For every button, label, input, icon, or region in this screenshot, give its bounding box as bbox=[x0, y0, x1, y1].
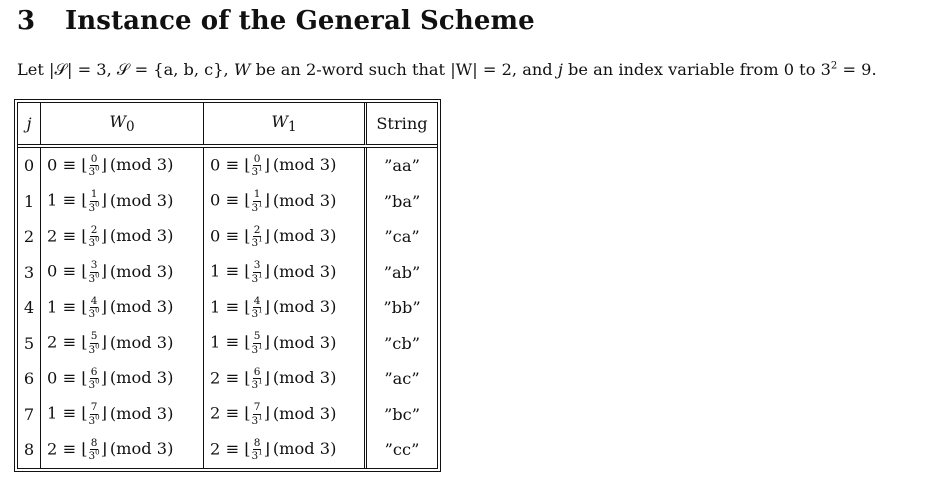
fraction-numerator: 4 bbox=[253, 294, 261, 307]
right-floor: ⌋ bbox=[100, 439, 107, 459]
cell-string bbox=[367, 326, 437, 362]
mod-text: (mod 3) bbox=[272, 155, 337, 175]
header-w1-sub: 1 bbox=[288, 119, 297, 136]
intro-size-expr: |𝒮| = 3, bbox=[49, 60, 112, 79]
w0-value: 1 bbox=[47, 190, 58, 210]
fraction-denominator bbox=[251, 450, 262, 462]
j-value: 2 bbox=[23, 227, 35, 247]
cell-string bbox=[367, 184, 437, 220]
j-value: 0 bbox=[23, 156, 35, 176]
right-floor: ⌋ bbox=[100, 403, 107, 423]
equiv-symbol: ≡ bbox=[62, 439, 77, 459]
fraction-numerator: 1 bbox=[90, 188, 98, 201]
fraction-numerator: 8 bbox=[90, 436, 98, 449]
fraction-denominator bbox=[88, 166, 99, 178]
fraction-denominator bbox=[88, 308, 99, 320]
right-floor: ⌋ bbox=[100, 368, 107, 388]
denominator-exp: 0 bbox=[95, 306, 100, 315]
header-w0-sub: 0 bbox=[126, 119, 135, 136]
w1-value: 2 bbox=[210, 439, 221, 459]
string-value: ”ca” bbox=[384, 227, 420, 247]
table-row bbox=[18, 219, 437, 255]
cell-w1 bbox=[204, 397, 367, 433]
cell-j bbox=[18, 397, 41, 433]
w0-fraction bbox=[88, 331, 99, 355]
w0-value: 0 bbox=[47, 155, 58, 175]
fraction-numerator: 2 bbox=[90, 223, 98, 236]
right-floor: ⌋ bbox=[100, 332, 107, 352]
cell-w0 bbox=[41, 255, 204, 291]
equiv-symbol: ≡ bbox=[225, 439, 240, 459]
denominator-exp: 1 bbox=[258, 235, 263, 244]
equiv-symbol: ≡ bbox=[62, 297, 77, 317]
equiv-symbol: ≡ bbox=[62, 226, 77, 246]
right-floor: ⌋ bbox=[263, 155, 270, 175]
cell-string bbox=[367, 361, 437, 397]
mod-text: (mod 3) bbox=[109, 439, 174, 459]
section-number: 3 bbox=[17, 6, 36, 36]
denominator-exp: 1 bbox=[258, 342, 263, 351]
intro-j-var: j bbox=[557, 60, 563, 79]
left-floor: ⌊ bbox=[244, 403, 251, 423]
mod-text: (mod 3) bbox=[272, 226, 337, 246]
w1-fraction bbox=[251, 296, 262, 320]
cell-w0 bbox=[41, 290, 204, 326]
right-floor: ⌋ bbox=[263, 190, 270, 210]
fraction-denominator bbox=[251, 273, 262, 285]
cell-string bbox=[367, 148, 437, 184]
cell-string bbox=[367, 290, 437, 326]
left-floor: ⌊ bbox=[244, 439, 251, 459]
cell-j bbox=[18, 148, 41, 184]
left-floor: ⌊ bbox=[244, 368, 251, 388]
cell-w1 bbox=[204, 290, 367, 326]
fraction-numerator: 5 bbox=[90, 330, 98, 343]
mod-text: (mod 3) bbox=[272, 190, 337, 210]
string-value: ”aa” bbox=[384, 156, 420, 176]
fraction-numerator: 3 bbox=[90, 259, 98, 272]
cell-w1 bbox=[204, 148, 367, 184]
w1-fraction bbox=[251, 260, 262, 284]
scheme-table bbox=[17, 102, 438, 469]
right-floor: ⌋ bbox=[263, 439, 270, 459]
w1-value: 1 bbox=[210, 297, 221, 317]
w1-value: 0 bbox=[210, 190, 221, 210]
cell-string bbox=[367, 432, 437, 468]
fraction-numerator: 7 bbox=[90, 401, 98, 414]
denominator-base: 3 bbox=[88, 343, 96, 356]
j-value: 8 bbox=[23, 440, 35, 460]
header-string-label: String bbox=[376, 114, 428, 133]
denominator-base: 3 bbox=[251, 343, 259, 356]
denominator-base: 3 bbox=[88, 414, 96, 427]
intro-power-exp: 2 bbox=[830, 60, 838, 72]
denominator-exp: 1 bbox=[258, 200, 263, 209]
header-w1 bbox=[204, 103, 367, 145]
fraction-denominator bbox=[88, 450, 99, 462]
table-row bbox=[18, 361, 437, 397]
w1-value: 0 bbox=[210, 226, 221, 246]
header-w0 bbox=[41, 103, 204, 145]
denominator-exp: 0 bbox=[95, 164, 100, 173]
fraction-numerator: 0 bbox=[90, 152, 98, 165]
w0-value: 2 bbox=[47, 439, 58, 459]
fraction-numerator: 1 bbox=[253, 188, 261, 201]
w0-fraction bbox=[88, 225, 99, 249]
denominator-base: 3 bbox=[88, 272, 96, 285]
fraction-numerator: 4 bbox=[90, 294, 98, 307]
right-floor: ⌋ bbox=[100, 261, 107, 281]
table-row bbox=[18, 397, 437, 433]
denominator-exp: 1 bbox=[258, 448, 263, 457]
cell-j bbox=[18, 255, 41, 291]
fraction-denominator bbox=[251, 202, 262, 214]
denominator-exp: 1 bbox=[258, 306, 263, 315]
cell-string bbox=[367, 255, 437, 291]
denominator-exp: 0 bbox=[95, 271, 100, 280]
left-floor: ⌊ bbox=[81, 403, 88, 423]
string-value: ”bc” bbox=[384, 404, 420, 424]
table-body bbox=[18, 148, 437, 468]
equiv-symbol: ≡ bbox=[62, 190, 77, 210]
intro-set-expr: 𝒮 = {a, b, c}, bbox=[116, 60, 229, 79]
denominator-base: 3 bbox=[251, 414, 259, 427]
denominator-exp: 1 bbox=[258, 377, 263, 386]
w1-value: 0 bbox=[210, 155, 221, 175]
denominator-base: 3 bbox=[88, 166, 96, 179]
intro-power bbox=[821, 60, 838, 79]
fraction-denominator bbox=[88, 415, 99, 427]
w0-value: 0 bbox=[47, 261, 58, 281]
scheme-table-wrap bbox=[17, 102, 438, 469]
intro-paragraph bbox=[17, 60, 877, 80]
left-floor: ⌊ bbox=[244, 226, 251, 246]
fraction-denominator bbox=[88, 344, 99, 356]
header-j-label: j bbox=[26, 114, 32, 133]
left-floor: ⌊ bbox=[244, 261, 251, 281]
cell-j bbox=[18, 432, 41, 468]
fraction-denominator bbox=[88, 202, 99, 214]
j-value: 5 bbox=[23, 333, 35, 353]
cell-string bbox=[367, 219, 437, 255]
mod-text: (mod 3) bbox=[109, 155, 174, 175]
right-floor: ⌋ bbox=[100, 190, 107, 210]
denominator-exp: 0 bbox=[95, 342, 100, 351]
w0-fraction bbox=[88, 402, 99, 426]
w1-fraction bbox=[251, 367, 262, 391]
equiv-symbol: ≡ bbox=[225, 261, 240, 281]
left-floor: ⌊ bbox=[81, 297, 88, 317]
w0-fraction bbox=[88, 189, 99, 213]
right-floor: ⌋ bbox=[263, 332, 270, 352]
mod-text: (mod 3) bbox=[272, 403, 337, 423]
equiv-symbol: ≡ bbox=[62, 332, 77, 352]
header-w0-base: W bbox=[109, 111, 127, 131]
fraction-numerator: 2 bbox=[253, 223, 261, 236]
mod-text: (mod 3) bbox=[109, 190, 174, 210]
equiv-symbol: ≡ bbox=[62, 403, 77, 423]
mod-text: (mod 3) bbox=[272, 368, 337, 388]
string-value: ”bb” bbox=[383, 298, 421, 318]
left-floor: ⌊ bbox=[244, 155, 251, 175]
cell-w0 bbox=[41, 326, 204, 362]
fraction-denominator bbox=[251, 415, 262, 427]
cell-string bbox=[367, 397, 437, 433]
w1-fraction bbox=[251, 331, 262, 355]
section-title: Instance of the General Scheme bbox=[65, 6, 535, 36]
cell-w0 bbox=[41, 219, 204, 255]
fraction-numerator: 6 bbox=[253, 365, 261, 378]
equiv-symbol: ≡ bbox=[225, 190, 240, 210]
equiv-symbol: ≡ bbox=[225, 332, 240, 352]
string-value: ”ab” bbox=[383, 262, 421, 282]
header-j bbox=[18, 103, 41, 145]
w0-value: 0 bbox=[47, 368, 58, 388]
fraction-numerator: 7 bbox=[253, 401, 261, 414]
w1-fraction bbox=[251, 189, 262, 213]
table-row bbox=[18, 432, 437, 468]
fraction-denominator bbox=[251, 379, 262, 391]
left-floor: ⌊ bbox=[244, 332, 251, 352]
w0-fraction bbox=[88, 296, 99, 320]
cell-w0 bbox=[41, 361, 204, 397]
denominator-exp: 1 bbox=[258, 413, 263, 422]
fraction-denominator bbox=[88, 379, 99, 391]
string-value: ”cc” bbox=[384, 440, 420, 460]
denominator-base: 3 bbox=[251, 450, 259, 463]
cell-w1 bbox=[204, 255, 367, 291]
right-floor: ⌋ bbox=[263, 297, 270, 317]
denominator-base: 3 bbox=[88, 450, 96, 463]
intro-tail: = 9. bbox=[842, 60, 877, 79]
cell-w0 bbox=[41, 432, 204, 468]
right-floor: ⌋ bbox=[100, 226, 107, 246]
cell-w1 bbox=[204, 326, 367, 362]
string-value: ”ac” bbox=[384, 369, 420, 389]
w1-fraction bbox=[251, 225, 262, 249]
fraction-denominator bbox=[251, 344, 262, 356]
table-row bbox=[18, 290, 437, 326]
mod-text: (mod 3) bbox=[109, 261, 174, 281]
denominator-base: 3 bbox=[251, 379, 259, 392]
j-value: 7 bbox=[23, 404, 35, 424]
j-value: 6 bbox=[23, 369, 35, 389]
fraction-numerator: 3 bbox=[253, 259, 261, 272]
table-row bbox=[18, 184, 437, 220]
denominator-base: 3 bbox=[251, 201, 259, 214]
denominator-exp: 0 bbox=[95, 377, 100, 386]
left-floor: ⌊ bbox=[81, 332, 88, 352]
denominator-exp: 0 bbox=[95, 200, 100, 209]
header-w1-base: W bbox=[271, 111, 289, 131]
equiv-symbol: ≡ bbox=[62, 261, 77, 281]
fraction-numerator: 5 bbox=[253, 330, 261, 343]
table-header-row bbox=[18, 103, 437, 145]
intro-be-index: be an index variable from 0 to bbox=[568, 60, 816, 79]
cell-j bbox=[18, 361, 41, 397]
w1-fraction bbox=[251, 154, 262, 178]
w0-fraction bbox=[88, 260, 99, 284]
left-floor: ⌊ bbox=[244, 190, 251, 210]
denominator-base: 3 bbox=[251, 237, 259, 250]
left-floor: ⌊ bbox=[81, 190, 88, 210]
j-value: 3 bbox=[23, 262, 35, 282]
table-row bbox=[18, 148, 437, 184]
right-floor: ⌋ bbox=[100, 155, 107, 175]
equiv-symbol: ≡ bbox=[62, 368, 77, 388]
equiv-symbol: ≡ bbox=[225, 403, 240, 423]
fraction-denominator bbox=[251, 166, 262, 178]
denominator-base: 3 bbox=[88, 201, 96, 214]
right-floor: ⌋ bbox=[100, 297, 107, 317]
fraction-denominator bbox=[88, 237, 99, 249]
denominator-exp: 0 bbox=[95, 448, 100, 457]
intro-and: and bbox=[522, 60, 553, 79]
denominator-base: 3 bbox=[88, 237, 96, 250]
equiv-symbol: ≡ bbox=[62, 155, 77, 175]
fraction-denominator bbox=[251, 308, 262, 320]
denominator-exp: 1 bbox=[258, 164, 263, 173]
mod-text: (mod 3) bbox=[272, 439, 337, 459]
denominator-exp: 0 bbox=[95, 413, 100, 422]
right-floor: ⌋ bbox=[263, 403, 270, 423]
left-floor: ⌊ bbox=[81, 368, 88, 388]
w0-fraction bbox=[88, 367, 99, 391]
left-floor: ⌊ bbox=[81, 439, 88, 459]
cell-j bbox=[18, 219, 41, 255]
cell-w0 bbox=[41, 397, 204, 433]
denominator-base: 3 bbox=[88, 379, 96, 392]
mod-text: (mod 3) bbox=[109, 332, 174, 352]
w0-value: 1 bbox=[47, 297, 58, 317]
mod-text: (mod 3) bbox=[109, 368, 174, 388]
cell-w0 bbox=[41, 184, 204, 220]
cell-j bbox=[18, 290, 41, 326]
mod-text: (mod 3) bbox=[109, 403, 174, 423]
equiv-symbol: ≡ bbox=[225, 226, 240, 246]
w0-value: 2 bbox=[47, 226, 58, 246]
w1-value: 1 bbox=[210, 332, 221, 352]
section-heading bbox=[17, 6, 535, 36]
string-value: ”ba” bbox=[383, 191, 421, 211]
intro-power-base: 3 bbox=[820, 60, 831, 79]
right-floor: ⌋ bbox=[263, 226, 270, 246]
intro-w-var: W bbox=[233, 60, 251, 79]
right-floor: ⌋ bbox=[263, 368, 270, 388]
left-floor: ⌊ bbox=[81, 155, 88, 175]
denominator-base: 3 bbox=[88, 308, 96, 321]
header-string bbox=[367, 103, 437, 145]
intro-let: Let bbox=[17, 60, 44, 79]
equiv-symbol: ≡ bbox=[225, 297, 240, 317]
cell-w1 bbox=[204, 432, 367, 468]
fraction-denominator bbox=[88, 273, 99, 285]
intro-w-size: |W| = 2, bbox=[450, 60, 518, 79]
fraction-numerator: 0 bbox=[253, 152, 261, 165]
j-value: 1 bbox=[23, 191, 35, 211]
w0-fraction bbox=[88, 154, 99, 178]
fraction-numerator: 8 bbox=[253, 436, 261, 449]
cell-w1 bbox=[204, 184, 367, 220]
w0-value: 1 bbox=[47, 403, 58, 423]
fraction-denominator bbox=[251, 237, 262, 249]
j-value: 4 bbox=[23, 298, 35, 318]
mod-text: (mod 3) bbox=[272, 297, 337, 317]
w1-fraction bbox=[251, 438, 262, 462]
fraction-numerator: 6 bbox=[90, 365, 98, 378]
mod-text: (mod 3) bbox=[109, 297, 174, 317]
cell-j bbox=[18, 184, 41, 220]
left-floor: ⌊ bbox=[81, 261, 88, 281]
denominator-base: 3 bbox=[251, 272, 259, 285]
mod-text: (mod 3) bbox=[109, 226, 174, 246]
w1-value: 2 bbox=[210, 368, 221, 388]
w1-fraction bbox=[251, 402, 262, 426]
denominator-base: 3 bbox=[251, 166, 259, 179]
denominator-exp: 0 bbox=[95, 235, 100, 244]
equiv-symbol: ≡ bbox=[225, 155, 240, 175]
right-floor: ⌋ bbox=[263, 261, 270, 281]
cell-w1 bbox=[204, 219, 367, 255]
left-floor: ⌊ bbox=[244, 297, 251, 317]
table-row bbox=[18, 255, 437, 291]
cell-w0 bbox=[41, 148, 204, 184]
denominator-exp: 1 bbox=[258, 271, 263, 280]
left-floor: ⌊ bbox=[81, 226, 88, 246]
equiv-symbol: ≡ bbox=[225, 368, 240, 388]
denominator-base: 3 bbox=[251, 308, 259, 321]
w0-value: 2 bbox=[47, 332, 58, 352]
intro-be-an: be an 2-word such that bbox=[255, 60, 446, 79]
cell-w1 bbox=[204, 361, 367, 397]
w1-value: 1 bbox=[210, 261, 221, 281]
w0-fraction bbox=[88, 438, 99, 462]
w1-value: 2 bbox=[210, 403, 221, 423]
mod-text: (mod 3) bbox=[272, 261, 337, 281]
cell-j bbox=[18, 326, 41, 362]
mod-text: (mod 3) bbox=[272, 332, 337, 352]
table-row bbox=[18, 326, 437, 362]
string-value: ”cb” bbox=[384, 333, 420, 353]
